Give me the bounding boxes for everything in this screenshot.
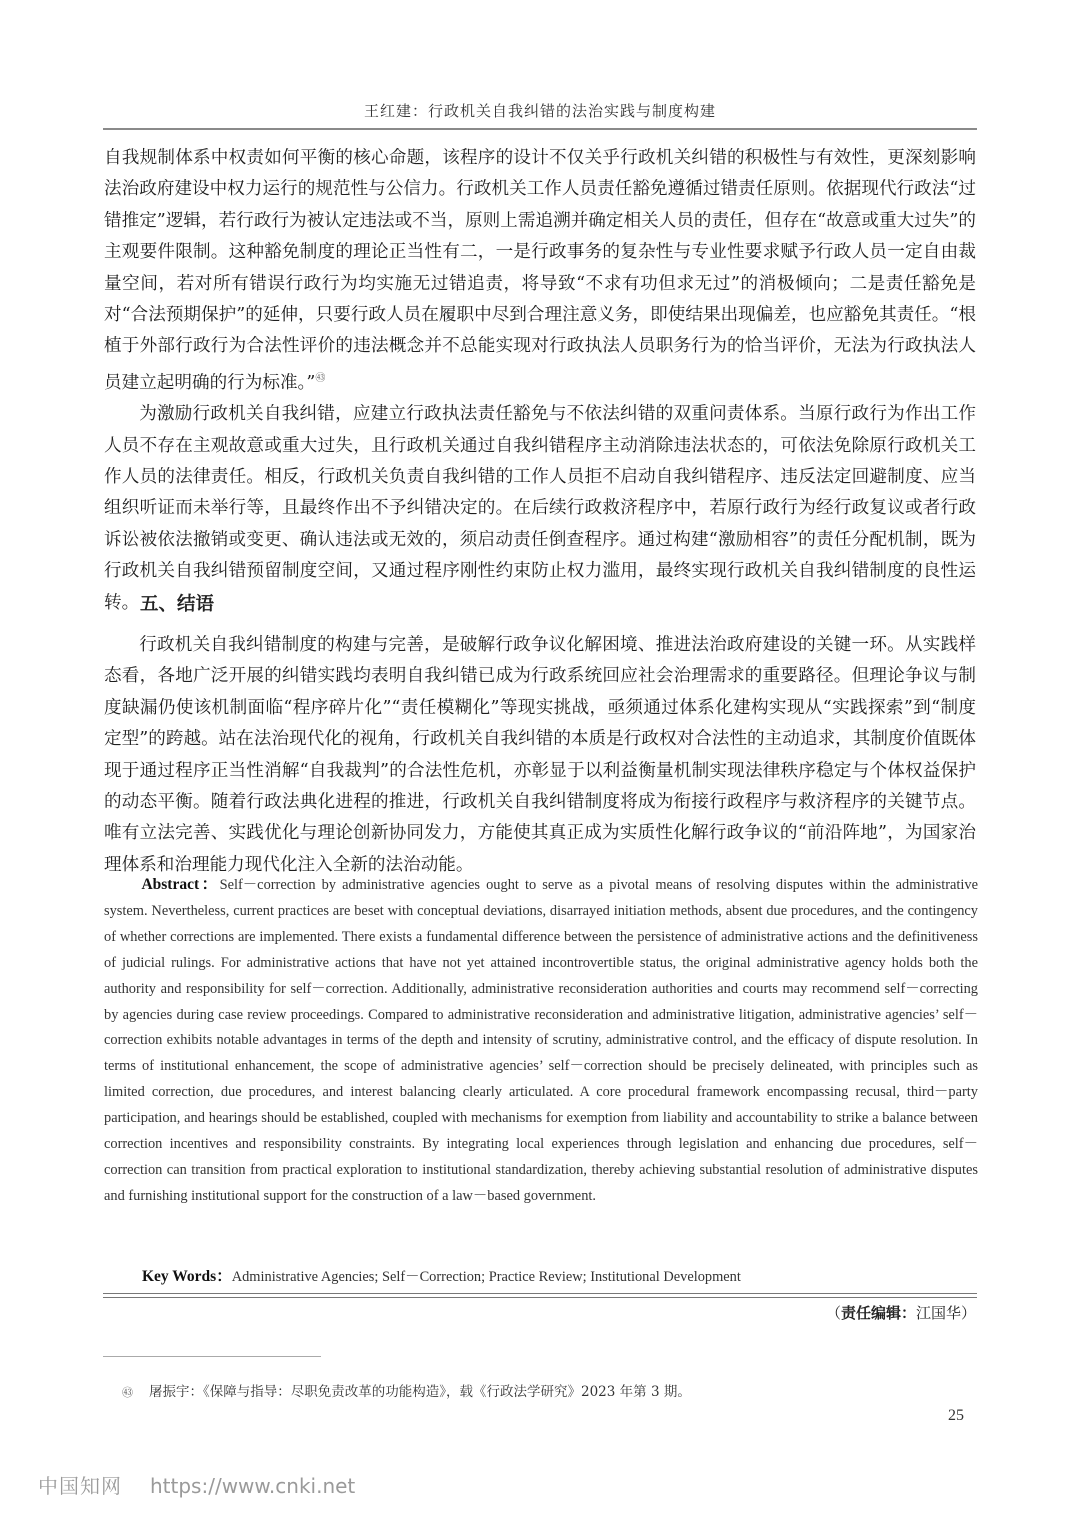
editor-label: 责任编辑： — [840, 1304, 916, 1322]
paragraph-text: 自我规制体系中权责如何平衡的核心命题，该程序的设计不仅关乎行政机关纠错的积极性与有效性，更深刻影响法治政府建设中权力运行的规范性与公信力。行政机关工作人员责任豁免遵循过错责任原则。依据现代行政法“过错推定”逻辑，若行政行为被认定违法或不当，原则上需追溯并确定相关人员的责任，但存在“故意或重大过失”的主观要件限制。这种豁免制度的理论正当性有二，一是行政事务的复杂性与专业性要求赋予行政人员一定自由裁量空间，若对所有错误行政行为均实施无过错追责，将导致“不求有功但求无过”的消极倾向；二是责任豁免是对“合法预期保护”的延伸，只要行政人员在履职中尽到合理注意义务，即使结果出现偏差，也应豁免其责任。“根植于外部行政行为合法性评价的违法概念并不总能实现对行政执法人员职务行为的恰当评价，无法为行政执法人员建立起明确的行为标准。” — [104, 148, 976, 393]
editor-name: 江国华 — [915, 1304, 961, 1322]
responsible-editor — [826, 1302, 976, 1323]
cnki-logo: 中国知网 — [38, 1474, 122, 1498]
watermark — [38, 1470, 355, 1499]
body-paragraph: 为激励行政机关自我纠错，应建立行政执法责任豁免与不依法纠错的双重问责体系。当原行政行为作出工作人员不存在主观故意或重大过失，且行政机关通过自我纠错程序主动消除违法状态的，可依法免除原行政机关工作人员的法律责任。相反，行政机关负责自我纠错的工作人员拒不启动自我纠错程序、违反法定回避制度、应当组织听证而未举行等，且最终作出不予纠错决定的。在后续行政救济程序中，若原行政行为经行政复议或者行政诉讼被依法撤销或变更、确认违法或无效的，须启动责任倒查程序。通过构建“激励相容”的责任分配机制，既为行政机关自我纠错预留制度空间，又通过程序刚性约束防止权力滥用，最终实现行政机关自我纠错制度的良性运转。 — [104, 404, 976, 613]
paren-open: （ — [825, 1304, 841, 1322]
paren-close: ） — [960, 1304, 976, 1322]
abstract-divider — [103, 1293, 977, 1298]
footnote-number: ㊸ — [122, 1386, 133, 1399]
abstract-block — [104, 872, 978, 1210]
header-divider — [103, 128, 977, 130]
section-heading-conclusion: 五、结语 — [140, 594, 215, 615]
keywords-label: Key Words： — [142, 1268, 232, 1285]
footnote — [122, 1380, 691, 1400]
footnote-text: 屠振宇：《保障与指导：尽职免责改革的功能构造》，载《行政法学研究》2023 年第 3 期。 — [149, 1384, 691, 1400]
body-paragraph: 行政机关自我纠错制度的构建与完善，是破解行政争议化解困境、推进法治政府建设的关键一环。从实践样态看，各地广泛开展的纠错实践均表明自我纠错已成为行政系统回应社会治理需求的重要路径。但理论争议与制度缺漏仍使该机制面临“程序碎片化”“责任模糊化”等现实挑战，亟须通过体系化建构实现从“实践探索”到“制度定型”的跨越。站在法治现代化的视角，行政机关自我纠错的本质是行政权对合法性的主动追求，其制度价值既体现于通过程序正当性消解“自我裁判”的合法性危机，亦彰显于以利益衡量机制实现法律秩序稳定与个体权益保护的动态平衡。随着行政法典化进程的推进，行政机关自我纠错制度将成为衔接行政程序与救济程序的关键节点。唯有立法完善、实践优化与理论创新协同发力，方能使其真正成为实质性化解行政争议的“前沿阵地”，为国家治理体系和治理能力现代化注入全新的法治动能。 — [104, 635, 976, 875]
section-body-conclusion — [104, 630, 976, 881]
footnote-ref[interactable]: ㊸ — [315, 372, 326, 384]
keywords-text: Administrative Agencies; Self－Correction; Practice Review; Institutional Development — [231, 1269, 741, 1285]
body-paragraph — [104, 143, 976, 399]
keywords-block — [142, 1264, 741, 1286]
running-title: 王红建：行政机关自我纠错的法治实践与制度构建 — [363, 102, 716, 120]
page-number: 25 — [948, 1407, 964, 1424]
section-body-responsibility — [104, 143, 976, 619]
cnki-url[interactable]: https://www.cnki.net — [150, 1474, 356, 1498]
footnote-divider — [103, 1356, 321, 1357]
abstract-text: Self－correction by administrative agencies ought to serve as a pivotal means of resolving disputes within the administrative system. Nevertheless, current practices are beset with conceptual deviations, disarrayed initiation methods, absent due procedures, and the contingency of whether corrections are implemented. There exists a fundamental difference between the persistence of administrative actions and the definitiveness of judicial rulings. For administrative actions that have not yet attained incontrovertible status, the original administrative agency holds both the authority and responsibility for self－correction. Additionally, administrative reconsideration authorities and courts may recommend self－correcting by agencies during case review proceedings. Compared to administrative reconsideration and administrative litigation, administrative agencies’ self－correction exhibits notable advantages in terms of the depth and intensity of scrutiny, administrative control, and the efficacy of dispute resolution. In terms of institutional enhancement, the scope of administrative agencies’ self－correction should be precisely delineated, with principles such as limited correction, due procedures, and interest balancing clearly articulated. A core procedural framework encompassing recusal, third－party participation, and hearings should be established, coupled with mechanisms for exemption from liability and accountability to strike a balance between correction incentives and responsibility constraints. By integrating local experiences through legislation and enhancing due procedures, self－correction can transition from practical exploration to institutional standardization, thereby achieving substantial resolution of administrative disputes and furnishing institutional support for the construction of a law－based government. — [104, 877, 978, 1204]
abstract-label: Abstract： — [141, 876, 220, 893]
